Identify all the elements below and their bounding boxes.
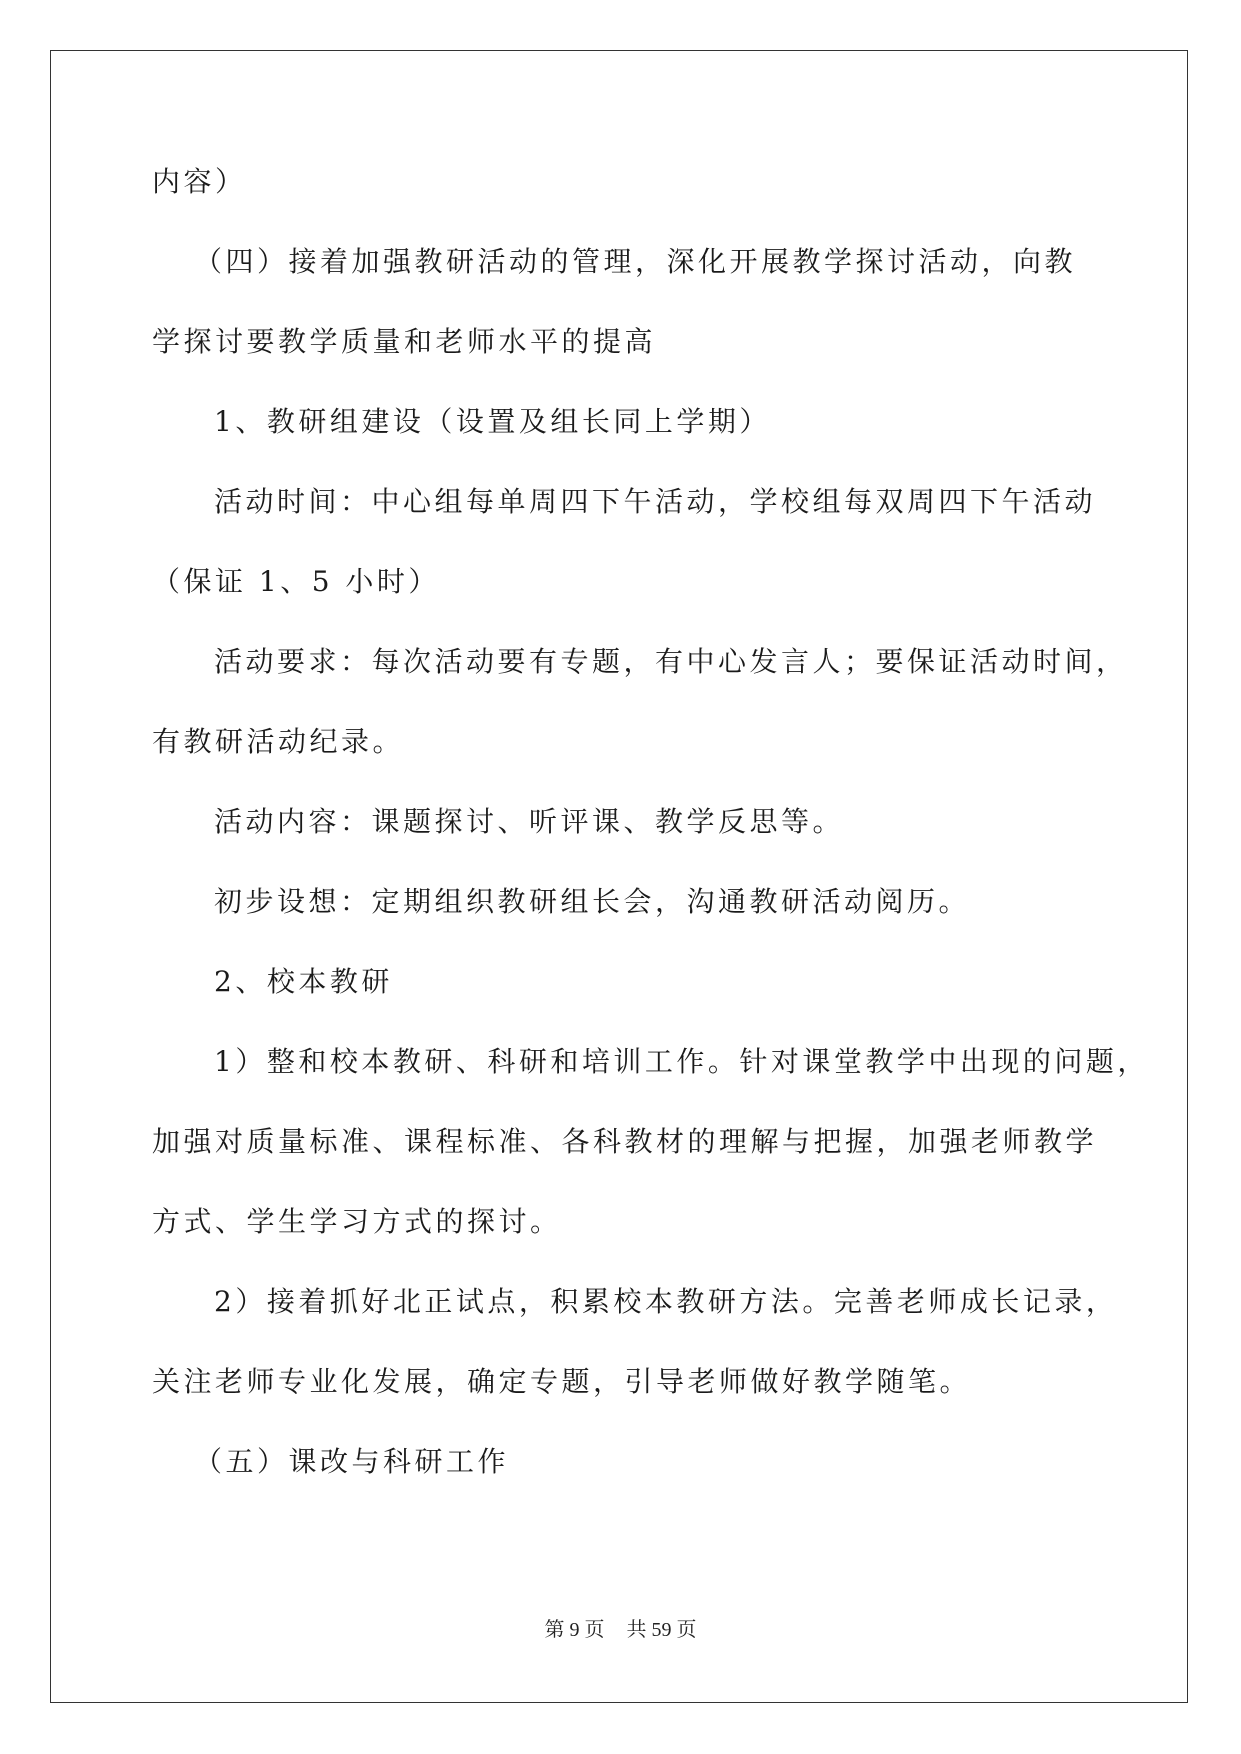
text-line-14: 方式、学生学习方式的探讨。 <box>152 1205 562 1238</box>
text-line-1: 内容） <box>152 165 247 198</box>
text-line-13: 加强对质量标准、课程标准、各科教材的理解与把握，加强老师教学 <box>152 1125 1098 1158</box>
activity-requirement-line: 活动要求：每次活动要有专题，有中心发言人；要保证活动时间， <box>214 645 1128 678</box>
section-heading-5: （五）课改与科研工作 <box>194 1445 510 1478</box>
item-2-line: 2）接着抓好北正试点，积累校本教研方法。完善老师成长记录， <box>214 1285 1118 1318</box>
page-total: 共 59 页 <box>626 1619 697 1641</box>
text-line-16: 关注老师专业化发展，确定专题，引导老师做好教学随笔。 <box>152 1365 972 1398</box>
activity-content-line: 活动内容：课题探讨、听评课、教学反思等。 <box>214 805 845 838</box>
initial-idea-line: 初步设想：定期组织教研组长会，沟通教研活动阅历。 <box>214 885 971 918</box>
subheading-1: 1、教研组建设（设置及组长同上学期） <box>214 405 771 438</box>
page-number: 第 9 页 <box>544 1619 605 1641</box>
text-line-3: 学探讨要教学质量和老师水平的提高 <box>152 325 657 358</box>
section-heading-4: （四）接着加强教研活动的管理，深化开展教学探讨活动，向教 <box>194 245 1077 278</box>
item-1-line: 1）整和校本教研、科研和培训工作。针对课堂教学中出现的问题， <box>214 1045 1149 1078</box>
text-line-6: （保证 1、5 小时） <box>152 565 440 598</box>
subheading-2: 2、校本教研 <box>214 965 393 998</box>
activity-time-line: 活动时间：中心组每单周四下午活动，学校组每双周四下午活动 <box>214 485 1097 518</box>
text-line-8: 有教研活动纪录。 <box>152 725 405 758</box>
page-footer <box>0 1613 1241 1642</box>
